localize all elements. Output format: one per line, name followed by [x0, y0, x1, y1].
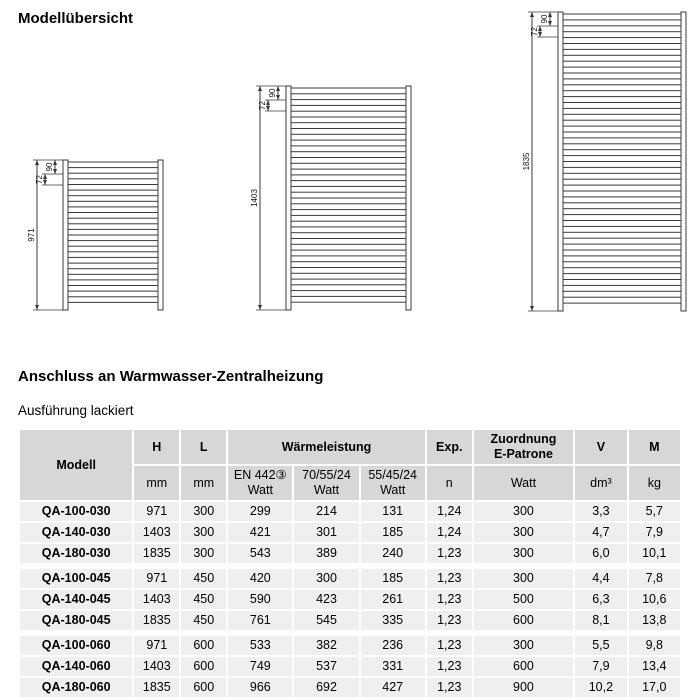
- cell-h-mm: 971: [134, 636, 179, 655]
- en442-label: EN 442③: [233, 468, 287, 482]
- unit-exp-n: n: [427, 466, 472, 500]
- cell-v-dm3: 4,7: [575, 523, 626, 542]
- unit-l-mm: mm: [181, 466, 226, 500]
- cell-70-55-24-watt: 300: [294, 569, 358, 588]
- col-header-exp: Exp.: [427, 430, 472, 464]
- height-dimension-label: 1403: [250, 189, 259, 207]
- cell-en442-watt: 299: [228, 502, 292, 521]
- cell-en442-watt: 966: [228, 678, 292, 697]
- cell-modell: QA-140-045: [20, 590, 132, 609]
- cell-epatrone-watt: 600: [474, 657, 574, 676]
- group-separator: [20, 632, 680, 634]
- col-header-m: M: [629, 430, 680, 464]
- cell-v-dm3: 10,2: [575, 678, 626, 697]
- cell-modell: QA-180-060: [20, 678, 132, 697]
- unit-epatrone-watt: Watt: [474, 466, 574, 500]
- cell-exp-n: 1,23: [427, 544, 472, 563]
- cell-m-kg: 9,8: [629, 636, 680, 655]
- cell-70-55-24-watt: 301: [294, 523, 358, 542]
- cell-h-mm: 1403: [134, 523, 179, 542]
- cell-l-mm: 600: [181, 678, 226, 697]
- cell-exp-n: 1,23: [427, 657, 472, 676]
- col-header-l: L: [181, 430, 226, 464]
- table-row: [20, 611, 680, 630]
- cell-70-55-24-watt: 545: [294, 611, 358, 630]
- cell-modell: QA-140-060: [20, 657, 132, 676]
- zuordnung-line1: Zuordnung: [490, 432, 557, 446]
- cell-v-dm3: 3,3: [575, 502, 626, 521]
- cell-70-55-24-watt: 382: [294, 636, 358, 655]
- cell-en442-watt: 421: [228, 523, 292, 542]
- col-header-modell: Modell: [20, 430, 132, 500]
- cell-exp-n: 1,23: [427, 590, 472, 609]
- cell-modell: QA-180-030: [20, 544, 132, 563]
- cell-l-mm: 300: [181, 502, 226, 521]
- table-row: [20, 569, 680, 588]
- cell-h-mm: 1835: [134, 544, 179, 563]
- left-rail: [63, 160, 68, 310]
- cell-l-mm: 450: [181, 569, 226, 588]
- cell-exp-n: 1,24: [427, 523, 472, 542]
- cell-en442-watt: 420: [228, 569, 292, 588]
- cell-m-kg: 13,8: [629, 611, 680, 630]
- cell-v-dm3: 7,9: [575, 657, 626, 676]
- cell-v-dm3: 6,3: [575, 590, 626, 609]
- top-dimension-90-label: 90: [45, 162, 54, 172]
- cell-h-mm: 1835: [134, 611, 179, 630]
- cell-exp-n: 1,24: [427, 502, 472, 521]
- table-row: [20, 590, 680, 609]
- cell-epatrone-watt: 900: [474, 678, 574, 697]
- cell-m-kg: 7,9: [629, 523, 680, 542]
- cell-55-45-24-watt: 261: [361, 590, 425, 609]
- cell-epatrone-watt: 300: [474, 544, 574, 563]
- cell-v-dm3: 8,1: [575, 611, 626, 630]
- cell-m-kg: 10,6: [629, 590, 680, 609]
- cell-h-mm: 1403: [134, 657, 179, 676]
- cell-v-dm3: 5,5: [575, 636, 626, 655]
- cell-55-45-24-watt: 236: [361, 636, 425, 655]
- c7055-unit-watt: Watt: [313, 483, 340, 497]
- cell-en442-watt: 761: [228, 611, 292, 630]
- col-header-70-55-24: [294, 466, 358, 500]
- cell-epatrone-watt: 600: [474, 611, 574, 630]
- col-header-55-45-24: [361, 466, 425, 500]
- cell-l-mm: 450: [181, 611, 226, 630]
- page-title: Modellübersicht: [18, 10, 134, 27]
- cell-m-kg: 5,7: [629, 502, 680, 521]
- top-dimension-72-label: 72: [530, 27, 539, 36]
- cell-epatrone-watt: 300: [474, 636, 574, 655]
- cell-l-mm: 600: [181, 657, 226, 676]
- zuordnung-line2: E-Patrone: [493, 447, 553, 461]
- cell-l-mm: 300: [181, 544, 226, 563]
- col-header-en442: [228, 466, 292, 500]
- cell-en442-watt: 543: [228, 544, 292, 563]
- unit-v-dm3: dm³: [575, 466, 626, 500]
- cell-l-mm: 450: [181, 590, 226, 609]
- cell-55-45-24-watt: 185: [361, 523, 425, 542]
- cell-h-mm: 971: [134, 502, 179, 521]
- group-separator: [20, 565, 680, 567]
- table-row: [20, 502, 680, 521]
- top-dimension-90-label: 90: [268, 88, 277, 98]
- radiator-drawing-small: [25, 148, 175, 318]
- c5545-unit-watt: Watt: [380, 483, 406, 497]
- cell-m-kg: 13,4: [629, 657, 680, 676]
- cell-epatrone-watt: 300: [474, 523, 574, 542]
- cell-55-45-24-watt: 185: [361, 569, 425, 588]
- cell-modell: QA-100-060: [20, 636, 132, 655]
- right-rail: [158, 160, 163, 310]
- heating-spec-table: [18, 428, 682, 699]
- cell-exp-n: 1,23: [427, 569, 472, 588]
- cell-exp-n: 1,23: [427, 636, 472, 655]
- cell-55-45-24-watt: 240: [361, 544, 425, 563]
- section-heading: Anschluss an Warmwasser-Zentralheizung: [18, 368, 324, 385]
- radiator-drawing-large: [520, 8, 690, 317]
- table-row: [20, 544, 680, 563]
- cell-m-kg: 10,1: [629, 544, 680, 563]
- radiator-drawing-medium: [248, 82, 418, 316]
- top-dimension-90-label: 90: [540, 14, 549, 24]
- cell-exp-n: 1,23: [427, 611, 472, 630]
- cell-70-55-24-watt: 537: [294, 657, 358, 676]
- cell-modell: QA-100-045: [20, 569, 132, 588]
- cell-exp-n: 1,23: [427, 678, 472, 697]
- unit-h-mm: mm: [134, 466, 179, 500]
- header-row-1: [20, 430, 680, 464]
- c7055-label: 70/55/24: [302, 468, 351, 482]
- cell-epatrone-watt: 300: [474, 502, 574, 521]
- cell-70-55-24-watt: 214: [294, 502, 358, 521]
- top-dimension-72-label: 72: [35, 175, 44, 184]
- cell-epatrone-watt: 300: [474, 569, 574, 588]
- top-dimension-72-label: 72: [258, 101, 267, 110]
- cell-55-45-24-watt: 427: [361, 678, 425, 697]
- cell-epatrone-watt: 500: [474, 590, 574, 609]
- cell-modell: QA-140-030: [20, 523, 132, 542]
- col-header-v: V: [575, 430, 626, 464]
- cell-h-mm: 971: [134, 569, 179, 588]
- finish-label: Ausführung lackiert: [18, 403, 134, 418]
- cell-l-mm: 600: [181, 636, 226, 655]
- cell-h-mm: 1835: [134, 678, 179, 697]
- right-rail: [681, 12, 686, 311]
- cell-v-dm3: 4,4: [575, 569, 626, 588]
- col-header-h: H: [134, 430, 179, 464]
- left-rail: [558, 12, 563, 311]
- col-header-zuordnung: [474, 430, 574, 464]
- cell-en442-watt: 533: [228, 636, 292, 655]
- col-header-waermeleistung: Wärmeleistung: [228, 430, 425, 464]
- en442-unit-watt: Watt: [247, 483, 273, 497]
- table-row: [20, 657, 680, 676]
- left-rail: [286, 86, 291, 310]
- c5545-label: 55/45/24: [368, 468, 418, 482]
- height-dimension-label: 1835: [522, 152, 531, 171]
- cell-en442-watt: 590: [228, 590, 292, 609]
- right-rail: [406, 86, 411, 310]
- height-dimension-label: 971: [27, 228, 36, 242]
- cell-55-45-24-watt: 335: [361, 611, 425, 630]
- table-row: [20, 523, 680, 542]
- cell-v-dm3: 6,0: [575, 544, 626, 563]
- cell-l-mm: 300: [181, 523, 226, 542]
- cell-en442-watt: 749: [228, 657, 292, 676]
- unit-m-kg: kg: [629, 466, 680, 500]
- cell-55-45-24-watt: 131: [361, 502, 425, 521]
- cell-m-kg: 7,8: [629, 569, 680, 588]
- cell-55-45-24-watt: 331: [361, 657, 425, 676]
- cell-70-55-24-watt: 692: [294, 678, 358, 697]
- cell-70-55-24-watt: 423: [294, 590, 358, 609]
- cell-modell: QA-100-030: [20, 502, 132, 521]
- cell-h-mm: 1403: [134, 590, 179, 609]
- table-row: [20, 678, 680, 697]
- cell-70-55-24-watt: 389: [294, 544, 358, 563]
- cell-modell: QA-180-045: [20, 611, 132, 630]
- cell-m-kg: 17,0: [629, 678, 680, 697]
- table-row: [20, 636, 680, 655]
